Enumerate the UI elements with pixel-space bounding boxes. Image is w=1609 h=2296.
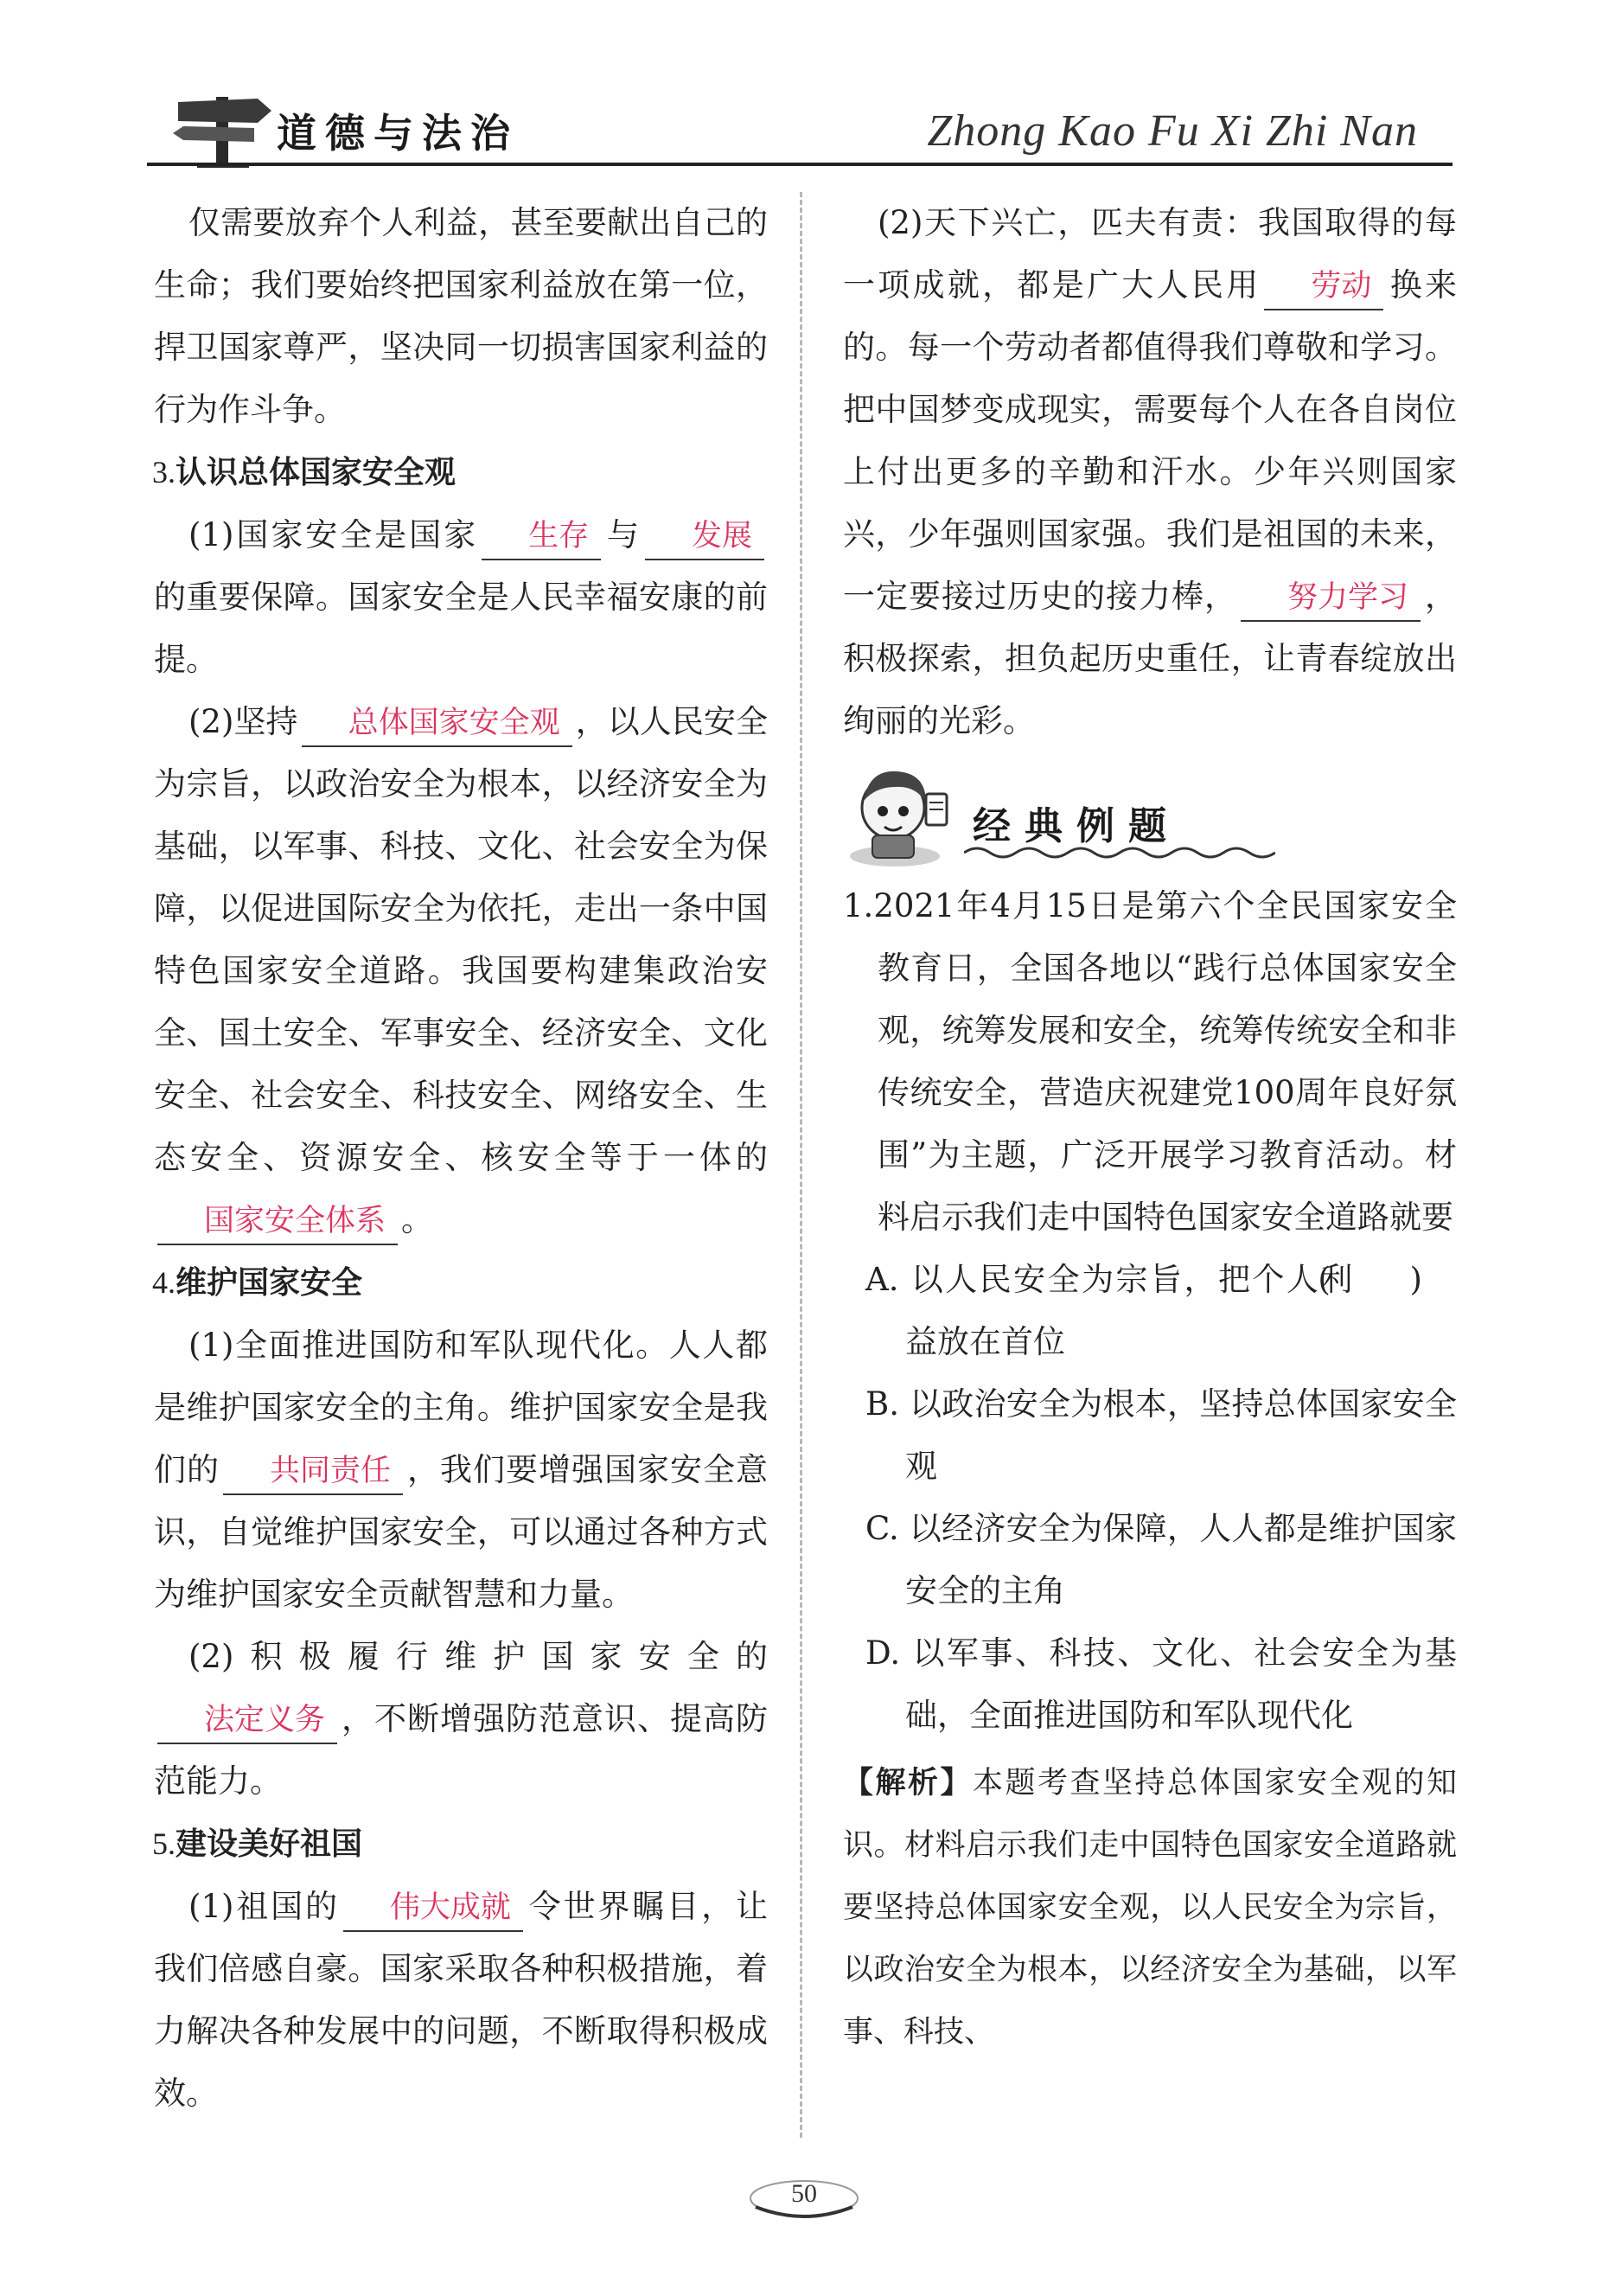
- mascot-icon: [843, 759, 955, 872]
- item-holistic-security: (2)坚持 总体国家安全观 ，以人民安全为宗旨，以政治安全为根本，以经济安全为基础，以军事、科技、文化、社会安全为保障，以促进国际安全为依托，走出一条中国特色国家安全道路。我国要构建集政治安全、国土安全、军事安全、经济安全、文化安全、社会安全、科技安全、网络安全、生态安全、资源安全、核安全等于一体的国家安全体系 。: [154, 691, 768, 1251]
- item-national-security-guarantee: (1)国家安全是国家 生存 与 发展的重要保障。国家安全是人民幸福安康的前提。: [154, 504, 768, 691]
- item-legal-duty: (2)积极履行维护国家安全的法定义务 ，不断增强防范意识、提高防范能力。: [154, 1638, 768, 1800]
- answer-blank: 法定义务: [157, 1698, 337, 1744]
- option-a: A. 以人民安全为宗旨，把个人利益放在首位: [865, 1261, 1353, 1360]
- item-labor-responsibility: (2)天下兴亡，匹夫有责：我国取得的每一项成就，都是广大人民用 劳动 换来的。每一个劳动者都值得我们尊敬和学习。把中国梦变成现实，需要每个人在各自岗位上付出更多的辛勤和汗水。少年兴则国家兴，少年强则国家强。我们是祖国的未来，一定要接过历史的接力棒， 努力学习 ，积极探索，担负起历史重任，让青春绽放出绚丽的光彩。: [843, 204, 1458, 739]
- analysis-paragraph: 【解析】本题考查坚持总体国家安全观的知识。材料启示我们走中国特色国家安全道路就要坚持总体国家安全观，以人民安全为宗旨，以政治安全为根本，以经济安全为基础，以军事、科技、: [843, 1766, 1457, 2050]
- column-divider: [800, 192, 802, 2138]
- option-b: B. 以政治安全为根本，坚持总体国家安全观: [865, 1385, 1457, 1485]
- page-header: [147, 86, 1453, 166]
- example-section-title: 经典例题: [973, 804, 1180, 848]
- example-banner: [843, 759, 1457, 872]
- question-1-stem: 1.2021年4月15日是第六个全民国家安全教育日，全国各地以“践行总体国家安全观，统筹发展和安全，统筹传统安全和非传统安全，营造庆祝建党100周年良好氛围”为主题，广泛开展学习教育活动。材料启示我们走中国特色国家安全道路就要 ( ): [843, 875, 1457, 1249]
- page-number: 50: [744, 2172, 865, 2224]
- answer-blank: 努力学习: [1241, 575, 1421, 622]
- answer-blank: 伟大成就: [343, 1885, 523, 1932]
- header-rule: [147, 163, 1453, 166]
- continued-paragraph: 仅需要放弃个人利益，甚至要献出自己的生命；我们要始终把国家利益放在第一位，捍卫国家尊严，坚决同一切损害国家利益的行为作斗争。: [154, 204, 768, 428]
- answer-blank: 总体国家安全观: [302, 700, 572, 747]
- answer-blank: 发展: [645, 514, 764, 560]
- section-heading-5: 5.建设美好祖国: [152, 1826, 363, 1862]
- item-defense-modernization: (1)全面推进国防和军队现代化。人人都是维护国家安全的主角。维护国家安全是我们的 共同责任 ，我们要增强国家安全意识，自觉维护国家安全，可以通过各种方式为维护国家安全贡献智慧和力量。: [154, 1327, 769, 1613]
- option-d: D. 以军事、科技、文化、社会安全为基础，全面推进国防和军队现代化: [865, 1634, 1458, 1734]
- section-heading-4: 4.维护国家安全: [152, 1265, 363, 1301]
- book-title-pinyin: Zhong Kao Fu Xi Zhi Nan: [927, 106, 1418, 156]
- answer-bracket: ( ): [1318, 1261, 1457, 1298]
- analysis-label: 【解析】: [843, 1766, 973, 1800]
- item-great-achievements: (1)祖国的 伟大成就 令世界瞩目，让我们倍感自豪。国家采取各种积极措施，着力解决各种发展中的问题，不断取得积极成效。: [154, 1876, 768, 2125]
- right-column: [843, 192, 1457, 2063]
- option-c: C. 以经济安全为保障，人人都是维护国家安全的主角: [865, 1510, 1458, 1609]
- signpost-icon: [171, 93, 275, 168]
- answer-blank: 国家安全体系: [157, 1199, 398, 1245]
- title-underline-wave: [964, 844, 1275, 861]
- answer-blank: 劳动: [1264, 264, 1383, 310]
- answer-blank: 共同责任: [223, 1449, 403, 1495]
- section-heading-3: 3.认识总体国家安全观: [152, 455, 457, 490]
- left-column: [154, 192, 768, 2125]
- subject-title: 道德与法治: [277, 110, 519, 157]
- answer-blank: 生存: [482, 514, 601, 560]
